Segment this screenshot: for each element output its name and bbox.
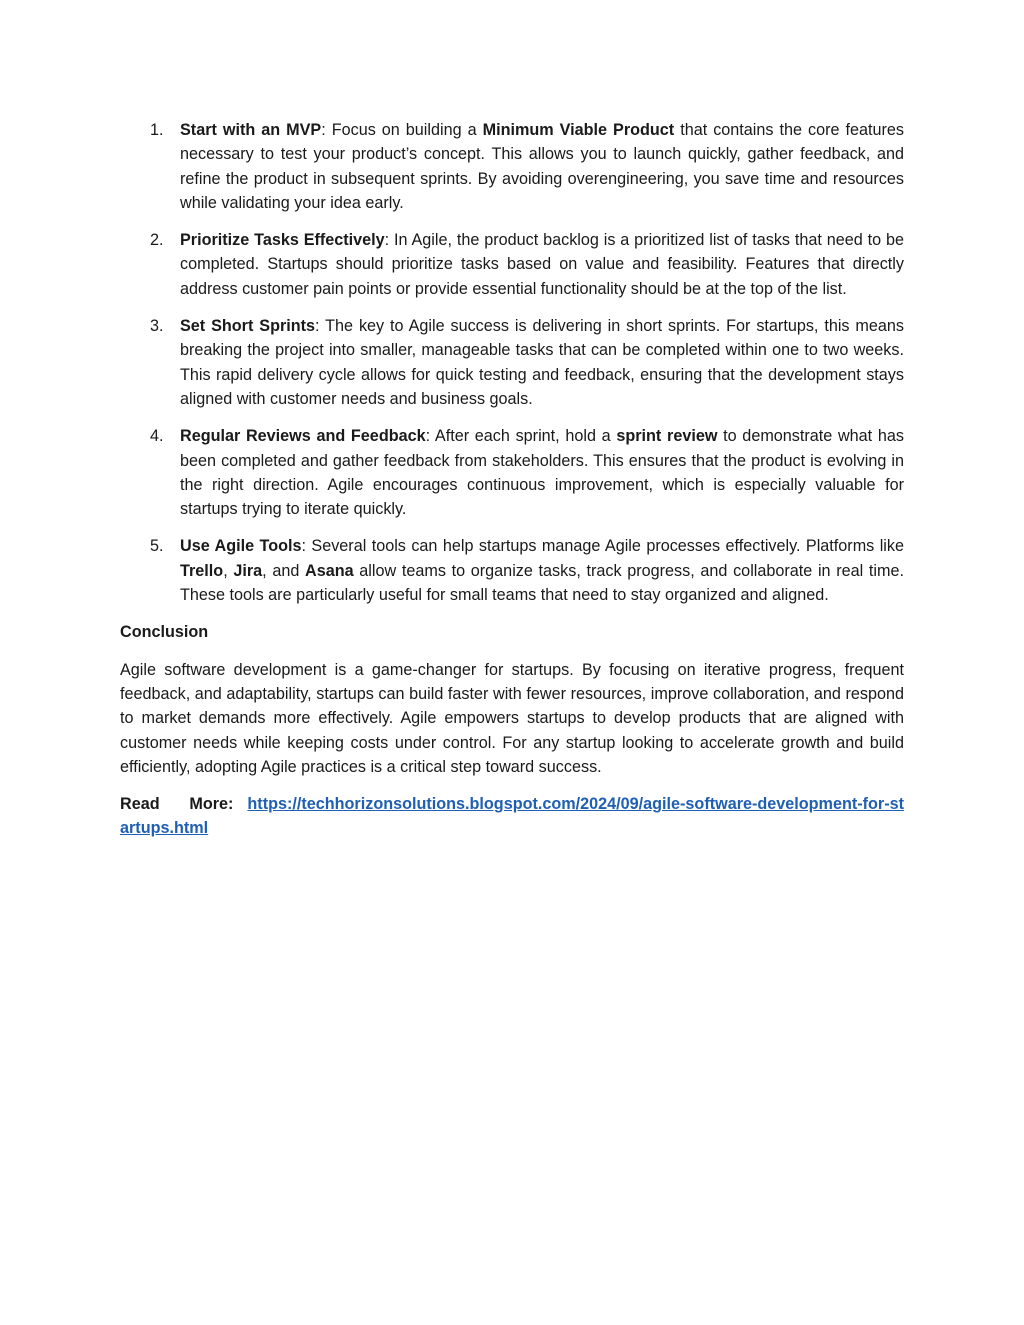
item-text: : Several tools can help startups manage Agile processes effectively. Platforms like — [301, 537, 904, 556]
document-page — [120, 118, 904, 841]
item-text: to demonstrate what has been completed and gather feedback from stakeholders. This ensures that the product is evolving in the right direction. Agile encourages continuous improvement, which is especially valuable for startups trying to iterate quickly. — [180, 427, 904, 519]
item-text: , and — [262, 561, 306, 580]
item-bold-term: sprint review — [616, 427, 718, 446]
read-more-link[interactable]: https://techhorizonsolutions.blogspot.com/2024/09/agile-software-development-for-startups.html — [120, 795, 904, 838]
item-text: that contains the core features necessary to test your product’s concept. This allows you to launch quickly, gather feedback, and refine the product in subsequent sprints. By avoiding overengineering, you save time and resources while validating your idea early. — [180, 121, 904, 212]
conclusion-paragraph: Agile software development is a game-changer for startups. By focusing on iterative progress, frequent feedback, and adaptability, startups can build faster with fewer resources, improve collaboration, and respond to market demands more effectively. Agile empowers startups to develop products that are aligned with customer needs while keeping costs under control. For any startup looking to accelerate growth and build efficiently, adopting Agile practices is a critical step toward success. — [120, 660, 904, 776]
item-text: , — [223, 561, 234, 580]
list-item — [120, 424, 904, 521]
item-text: : The key to Agile success is delivering in short sprints. For startups, this means breaking the project into smaller, manageable tasks that can be completed within one to two weeks. This rapid delivery cycle allows for quick testing and feedback, ensuring that the development stays aligned with customer needs and business goals. — [180, 317, 905, 408]
list-item — [120, 118, 904, 215]
item-title: Set Short Sprints — [180, 317, 316, 336]
list-item — [120, 314, 904, 411]
item-text: : Focus on building a — [321, 121, 483, 139]
list-item — [120, 534, 904, 607]
item-bold-term: Jira — [233, 561, 263, 580]
item-text: allow teams to organize tasks, track progress, and collaborate in real time. These tools are particularly useful for small teams that need to stay organized and aligned. — [180, 561, 904, 605]
item-text: : After each sprint, hold a — [425, 427, 617, 446]
item-text: : In Agile, the product backlog is a prioritized list of tasks that need to be completed. Startups should prioritize tasks based on value and feasibility. Features that directly address customer pain points or provide essential functionality should be at the top of the list. — [180, 231, 904, 298]
item-title: Use Agile Tools — [180, 537, 302, 556]
tips-list — [120, 118, 904, 607]
list-number: 3. — [150, 317, 164, 336]
read-more-line — [120, 792, 904, 841]
list-item — [120, 228, 904, 301]
conclusion-heading: Conclusion — [120, 623, 209, 642]
item-title: Prioritize Tasks Effectively — [180, 231, 385, 250]
item-title: Start with an MVP — [180, 121, 322, 139]
list-number: 2. — [150, 231, 164, 250]
list-number: 5. — [150, 537, 164, 556]
list-number: 1. — [150, 121, 164, 139]
item-bold-term: Asana — [305, 561, 354, 580]
read-more-label: Read More: — [120, 795, 234, 814]
list-number: 4. — [150, 427, 164, 446]
item-bold-term: Minimum Viable Product — [482, 121, 675, 139]
item-title: Regular Reviews and Feedback — [180, 427, 426, 446]
item-bold-term: Trello — [180, 561, 224, 580]
